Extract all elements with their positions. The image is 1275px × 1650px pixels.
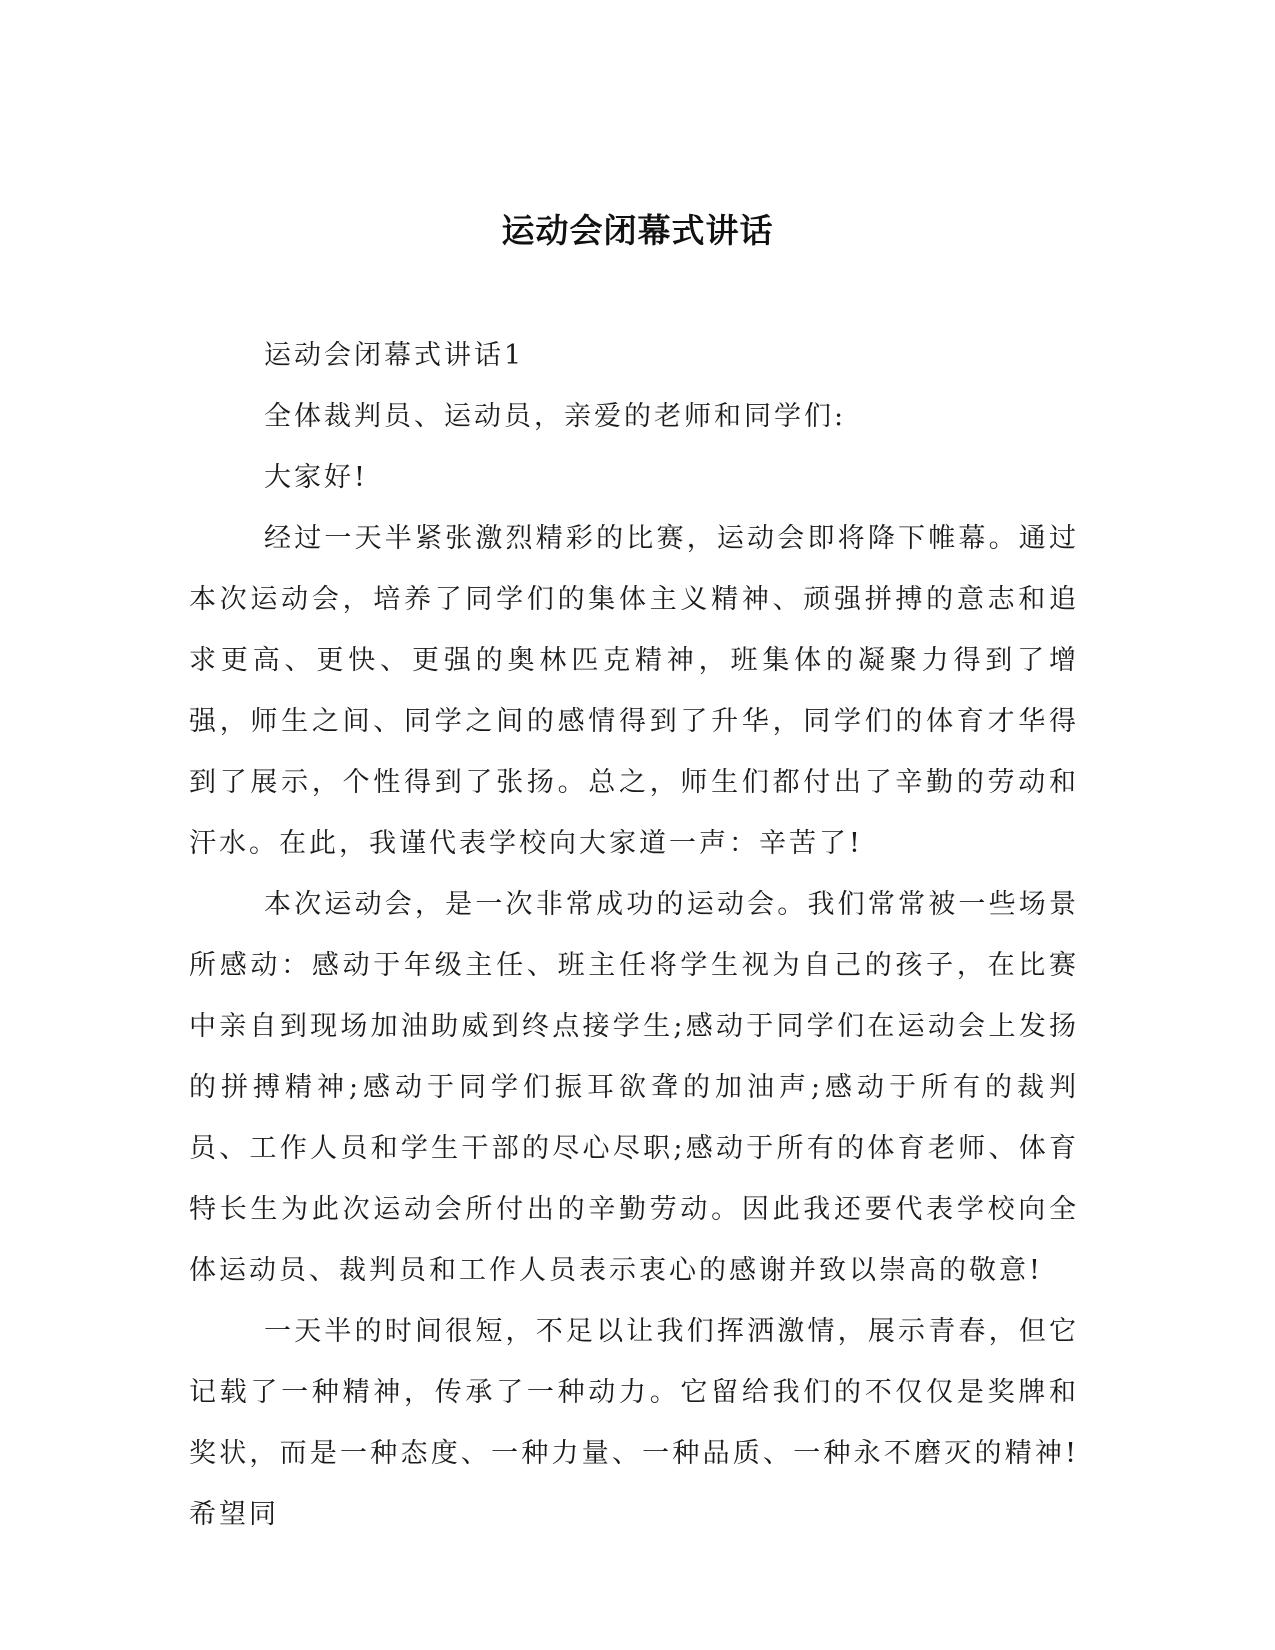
- document-title: 运动会闭幕式讲话: [501, 211, 774, 250]
- section-heading: 运动会闭幕式讲话1: [264, 340, 525, 371]
- body-paragraph: 经过一天半紧张激烈精彩的比赛，运动会即将降下帷幕。通过本次运动会，培养了同学们的集体主义精神、顽强拼搏的意志和追求更高、更快、更强的奥林匹克精神，班集体的凝聚力得到了增强，师生之间、同学之间的感情得到了升华，同学们的体育才华得到了展示，个性得到了张扬。总之，师生们都付出了辛勤的劳动和汗水。在此，我谨代表学校向大家道一声：辛苦了!: [189, 523, 1079, 859]
- salutation: 全体裁判员、运动员，亲爱的老师和同学们:: [264, 401, 847, 432]
- document-body: [189, 325, 1079, 1545]
- body-paragraph: 本次运动会，是一次非常成功的运动会。我们常常被一些场景所感动：感动于年级主任、班主任将学生视为自己的孩子，在比赛中亲自到现场加油助威到终点接学生;感动于同学们在运动会上发扬的拼搏精神;感动于同学们振耳欲聋的加油声;感动于所有的裁判员、工作人员和学生干部的尽心尽职;感动于所有的体育老师、体育特长生为此次运动会所付出的辛勤劳动。因此我还要代表学校向全体运动员、裁判员和工作人员表示衷心的感谢并致以崇高的敬意!: [189, 889, 1079, 1286]
- greeting: 大家好!: [264, 462, 368, 493]
- body-paragraph: 一天半的时间很短，不足以让我们挥洒激情，展示青春，但它记载了一种精神，传承了一种动力。它留给我们的不仅仅是奖牌和奖状，而是一种态度、一种力量、一种品质、一种永不磨灭的精神!希望同: [189, 1316, 1079, 1530]
